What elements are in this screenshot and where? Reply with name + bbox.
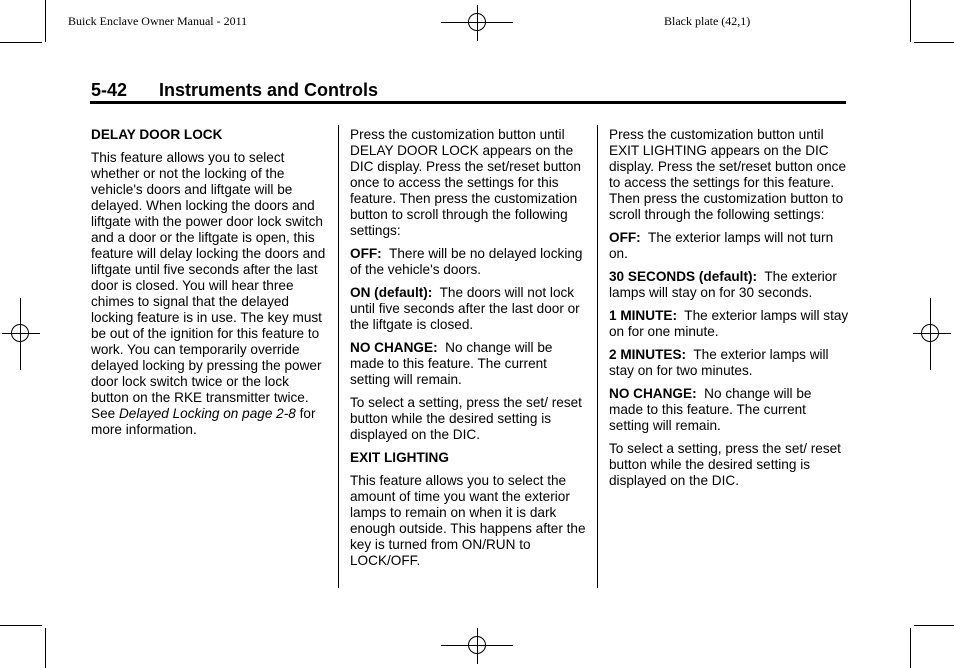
crop-mark	[910, 0, 911, 42]
column-3	[609, 127, 849, 496]
body-text: This feature allows you to select whether or not the locking of the vehicle's doors and liftgate will be delayed. When locking the doors and liftgate with the power door lock switch and a door or the liftgate is open, this feature will delay locking the doors and liftgate until five seconds after the last door is closed. You will hear three chimes to signal that the delayed locking feature is in use. The key must be out of the ignition for this feature to work. You can temporarily override delayed locking by pressing the power door lock switch twice or the lock button on the RKE transmitter twice. See	[91, 150, 326, 421]
running-header-right: Black plate (42,1)	[664, 14, 751, 28]
paragraph: To select a setting, press the set/ reset button while the desired setting is displayed on the DIC.	[609, 441, 841, 488]
crop-mark	[45, 0, 46, 42]
option-label: ON (default):	[350, 285, 433, 300]
option-text: The doors will not lock until five seconds after the last door or the liftgate is closed.	[350, 285, 580, 332]
option-entry	[609, 386, 849, 434]
column-1	[91, 127, 329, 445]
option-text: The exterior lamps will stay on for two minutes.	[609, 347, 829, 378]
option-entry	[609, 308, 849, 340]
option-text: The exterior lamps will stay on for one minute.	[609, 308, 849, 339]
option-label: NO CHANGE:	[350, 340, 438, 355]
column-divider	[338, 125, 339, 588]
crop-mark	[0, 42, 42, 43]
page-title	[91, 80, 378, 101]
paragraph: Press the customization button until EXIT LIGHTING appears on the DIC display. Press the set/reset button once to access the settings for this feature. Then press the customization button to scroll through the following settings:	[609, 127, 847, 222]
crop-mark	[914, 42, 954, 43]
crop-mark	[914, 625, 954, 626]
running-header-left: Buick Enclave Owner Manual - 2011	[68, 14, 248, 28]
column-2	[350, 127, 588, 576]
column-divider	[597, 125, 598, 588]
option-label: 1 MINUTE:	[609, 308, 677, 323]
paragraph: Press the customization button until DELAY DOOR LOCK appears on the DIC display. Press the set/reset button once to access the settings for this feature. Then press the customization button to scroll through the following settings:	[350, 127, 581, 238]
section-title: Instruments and Controls	[159, 80, 379, 100]
option-label: 30 SECONDS (default):	[609, 269, 758, 284]
option-text: There will be no delayed locking of the vehicle's doors.	[350, 246, 583, 277]
paragraph: To select a setting, press the set/ reset button while the desired setting is displayed on the DIC.	[350, 395, 582, 442]
section-heading: EXIT LIGHTING	[350, 450, 449, 465]
title-rule	[90, 101, 846, 104]
option-label: NO CHANGE:	[609, 386, 697, 401]
option-text: No change will be made to this feature. The current setting will remain.	[609, 386, 812, 433]
paragraph: This feature allows you to select the amount of time you want the exterior lamps to remain on when it is dark enough outside. This happens after the key is turned from ON/RUN to LOCK/OFF.	[350, 473, 586, 568]
option-entry	[350, 285, 588, 333]
crop-mark	[0, 625, 42, 626]
option-text: The exterior lamps will not turn on.	[609, 230, 834, 261]
body-text: for more information.	[91, 406, 316, 437]
option-entry	[609, 230, 849, 262]
option-entry	[350, 246, 588, 278]
option-label: OFF:	[350, 246, 382, 261]
option-entry	[609, 269, 849, 301]
paragraph	[91, 150, 329, 438]
cross-reference-link[interactable]: Delayed Locking on page 2-8	[118, 406, 296, 421]
option-text: No change will be made to this feature. The current setting will remain.	[350, 340, 553, 387]
option-label: OFF:	[609, 230, 641, 245]
option-text: The exterior lamps will stay on for 30 seconds.	[609, 269, 837, 300]
option-label: 2 MINUTES:	[609, 347, 687, 362]
option-entry	[350, 340, 588, 388]
option-entry	[609, 347, 849, 379]
crop-mark	[45, 628, 46, 668]
crop-mark	[910, 628, 911, 668]
page-number: 5-42	[91, 80, 128, 100]
section-heading: DELAY DOOR LOCK	[91, 127, 223, 142]
